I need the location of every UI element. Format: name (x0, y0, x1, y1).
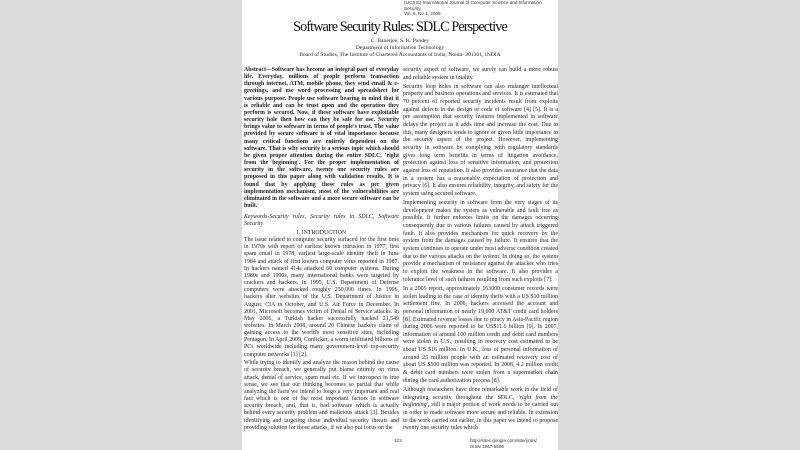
paper-title: Software Security Rules: SDLC Perspective (293, 19, 507, 35)
paragraph (403, 387, 558, 433)
paragraph: Implementing security in software from the very stages of its development makes the system as vulnerable and fault free as possible. It further enforces limits on the damages occurring consequently due to various failures caused by attack triggered fault. It also provides mechanism for quick recovery by the system from the damages caused by failure. It ensures that the system continues to operate under most adverse condition created due to the various attacks on the system. In doing so, the system provide a mechanism of resistance against the attacker who tries to exploit the weakness in the software. It also provides a tolerance level of such failures resulting from such exploits [7]. (403, 200, 558, 283)
authors: C. Banerjee, S. K. Pandey (370, 38, 430, 44)
text: Although researchers have done remarkable work in the field of integrating security throughout the SDLC, (403, 386, 558, 401)
author-block (242, 38, 558, 59)
page-number: 123 (394, 438, 402, 443)
footer-issn: ISSN 1947-5500 (470, 443, 504, 449)
footer-url: http://sites.google.com/site/ijcsis/ (470, 438, 537, 443)
keywords: Keywords-Security rules, Security rules in SDLC, Software Security (244, 214, 399, 228)
affiliation: Board of Studies, The Institute of Chartered Accountants of India, Noida- 201301, INDIA (299, 52, 501, 58)
paragraph: security aspect of software, we surely can build a more robust and reliable system in totality. (403, 67, 558, 81)
paragraph: The issue related to computer security surfaced for the first time in 1970s with report of earliest known intrusion in 1977, first spam email in 1978, earliest large-scale identity theft in June 1984 and attack of first known computer virus reported in 1987. In hackers named 414s attacked 60 computer systems. During 1980s and 1990s, many international banks were targeted by crackers and hackers. In 1995, U.S. Department of Defense computers were attacked roughly 250,000 times. In 1996, hackers alter websites of the U.S. Department of Justice in August, CIA in October, and U.S. Air Force in December. In 2001, Microsoft becomes victim of Denial of Service attacks. In May 2006, a Turkish hacker successfully hacked 21,549 websites. In March 2008, around 20 Chinese hackers claim of gaining access to the world's most sensitive sites, including Pentagon. In April 2009, Conficker, a worm infiltrated billions of PCs worldwide including many government-level top-security computer networks [1] [2]. (244, 237, 399, 358)
journal-header (404, 0, 558, 17)
footer-info (470, 438, 537, 449)
text: , still a major portion of work needs to be carried out in order to made software more secure and reliable. In extension to the work carried out earlier, in this paper we intend to propose twenty one security rules which (403, 402, 558, 432)
paper-page (242, 0, 558, 450)
abstract: Abstract—Software has become an integral part of everyday life. Everyday, millions of people perform transaction through internet, ATM, mobile phone, they send email & e-greetings, and use word processing and spreadsheet for various purpose. People use software bearing in mind that it is reliable and can be trust upon and the operation they perform is secured. Now, if these software have exploitable security hole then how can they be safe for use. Security brings value to software in terms of people's trust. The value provided by secure software is of vital importance because many critical functions are entirely dependent on the software. That is why security is a serious topic which should be given proper attention during the entire SDLC, 'right from the beginning'. For the proper implementation of security in the software, twenty one security rules are proposed in this paper along with validation results. It is found that by applying these rules as per given implementation mechanism, most of the vulnerabilities are eliminated in the software and a more secure software can be built. (244, 67, 399, 209)
journal-line: (IJCSIS) International Journal of Computer Science and Information Security, (404, 0, 542, 11)
journal-volume: Vol. 6, No.1, 2009 (404, 11, 441, 17)
department: Department of Information Technology (355, 45, 445, 51)
paragraph: While trying to identify and analyze the reason behind the cause of security breach, we generally put blame entirely on virus attack, denial of service, spam mail etc. If we introspect in true sense, we see that our thinking becomes so partial that while analyzing the facts we intend to forgo a very important and real fact which is one of the most important factors in software security breach, and, that is, bad software which is actually behind every security problem and malicious attack [3]. Besides identifying and targeting those individual security threats and providing solution for those attacks, if we also put focus on the (244, 360, 399, 431)
section-heading: I. INTRODUCTION (296, 229, 347, 236)
left-column (244, 67, 399, 433)
right-column (403, 67, 558, 434)
italic-text: 'right from the beginning' (403, 394, 558, 409)
paragraph: Security loop holes in software can also endanger intellectual property and business operations and services. It is estimated that 70 percent of reported security incidents result from exploits against defects in the design or code of software [4] [5]. It is a pre assumption that security features implemented in software delays the project as it adds time and increase the cost. Due to this, many designers tends to ignore or given little importance to the security aspect of the project. However, implementing security in software by complying with regulatory standards gives long term benefits in terms of litigation avoidance, protection against loss of sensitive information, and protection against loss of reputation. It also provides assurance that the data in a system has a reasonably expectation of protection and privacy [6]. It also ensures reliability, integrity, and safety for the system using secured software. (403, 83, 558, 197)
paragraph: In a 2005 report, approximately 163000 consumer records were stolen leading to the case of identity thefts with a US $10 million settlement fine. In 2006, hackers accessed the account and personal information of nearly 19,000 AT&T credit card holders [8]. Estimated revenue losses due to piracy in Asia-Pacific region during 2006 were reported to be US$11.6 billion [9]. In 2007, information of around 100 million credit and debit card numbers were stolen in U.S., resulting in recovery cost estimated to be about US $16 million. In U.K., loss of personal information of around 25 million people with an estimated recovery cost of about US $500 million was reported. In 2008, 4.2 million credit & debit card numbers were stolen from a supermarket chain during the card authorization process [8]. (403, 285, 558, 384)
